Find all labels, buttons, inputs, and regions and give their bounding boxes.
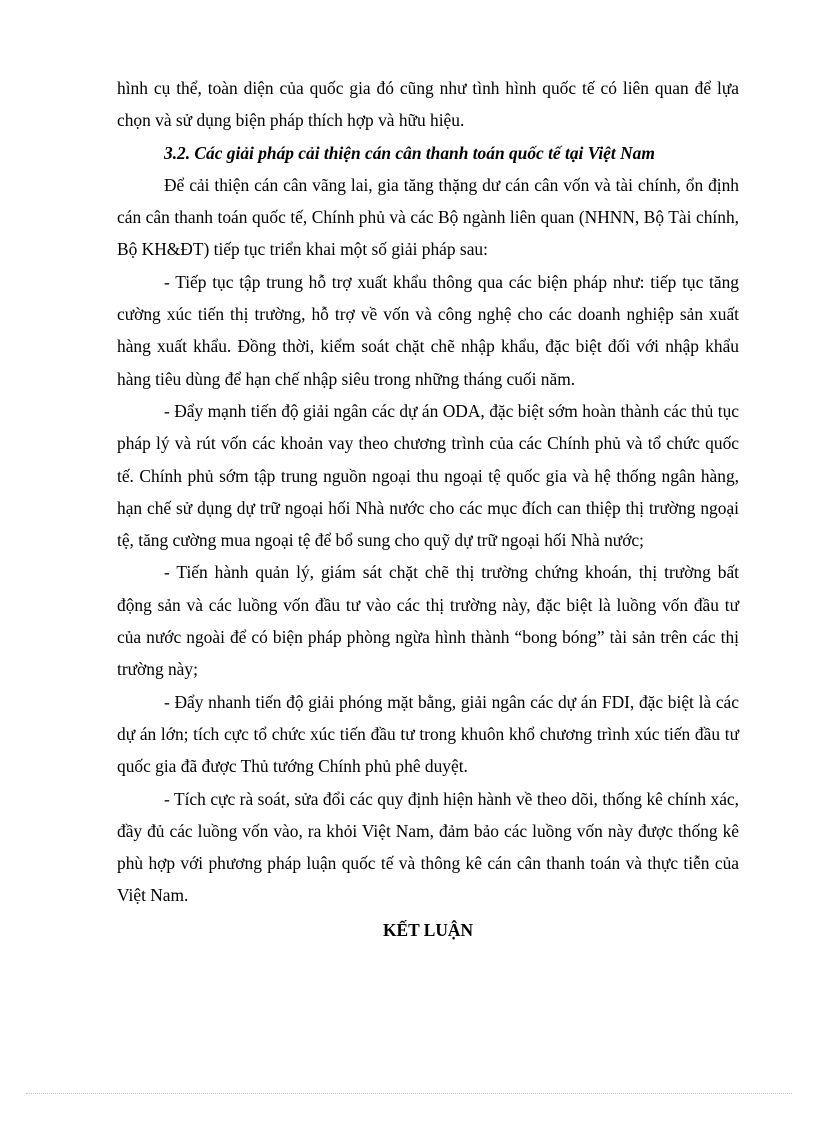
page-bottom-divider [26,1093,792,1094]
bullet-paragraph: - Đẩy nhanh tiến độ giải phóng mặt bằng, giải ngân các dự án FDI, đặc biệt là các dự án lớn; tích cực tổ chức xúc tiến đầu tư trong khuôn khổ chương trình xúc tiến đầu tư quốc gia đã được Thủ tướng Chính phủ phê duyệt. [117,691,739,777]
bullet-paragraph: - Tiến hành quản lý, giám sát chặt chẽ thị trường chứng khoán, thị trường bất động sản và các luồng vốn đầu tư vào các thị trường này, đặc biệt là luồng vốn đầu tư của nước ngoài để có biện pháp phòng ngừa hình thành “bong bóng” tài sản trên các thị trường này; [117,562,739,680]
bullet-paragraph: - Tiếp tục tập trung hỗ trợ xuất khẩu thông qua các biện pháp như: tiếp tục tăng cường xúc tiến thị trường, hỗ trợ về vốn và công nghệ cho các doanh nghiệp sản xuất hàng xuất khẩu. Đồng thời, kiểm soát chặt chẽ nhập khẩu, đặc biệt đối với nhập khẩu hàng tiêu dùng để hạn chế nhập siêu trong những tháng cuối năm. [117,271,739,389]
paragraph-continuation: hình cụ thể, toàn diện của quốc gia đó cũng như tình hình quốc tế có liên quan để lựa chọn và sử dụng biện pháp thích hợp và hữu hiệu. [117,78,739,131]
bullet-paragraph: - Tích cực rà soát, sửa đổi các quy định hiện hành về theo dõi, thống kê chính xác, đầy đủ các luồng vốn vào, ra khỏi Việt Nam, đảm bảo các luồng vốn này được thống kê phù hợp với phương pháp luận quốc tế và thông kê cán cân thanh toán và thực tiễn của Việt Nam. [117,788,739,906]
conclusion-heading: KẾT LUẬN [382,919,474,940]
section-heading: 3.2. Các giải pháp cải thiện cán cân thanh toán quốc tế tại Việt Nam [164,142,655,163]
bullet-paragraph: - Đẩy mạnh tiến độ giải ngân các dự án ODA, đặc biệt sớm hoàn thành các thủ tục pháp lý và rút vốn các khoản vay theo chương trình của các Chính phủ và tổ chức quốc tế. Chính phủ sớm tập trung nguồn ngoại thu ngoại tệ quốc gia và hệ thống ngân hàng, hạn chế sử dụng dự trữ ngoại hối Nhà nước cho các mục đích can thiệp thị trường ngoại tệ, tăng cường mua ngoại tệ để bổ sung cho quỹ dự trữ ngoại hối Nhà nước; [117,400,739,551]
paragraph-intro: Để cải thiện cán cân vãng lai, gia tăng thặng dư cán cân vốn và tài chính, ổn định cán cân thanh toán quốc tế, Chính phủ và các Bộ ngành liên quan (NHNN, Bộ Tài chính, Bộ KH&ĐT) tiếp tục triển khai một số giải pháp sau: [117,174,739,260]
document-page [117,72,739,946]
